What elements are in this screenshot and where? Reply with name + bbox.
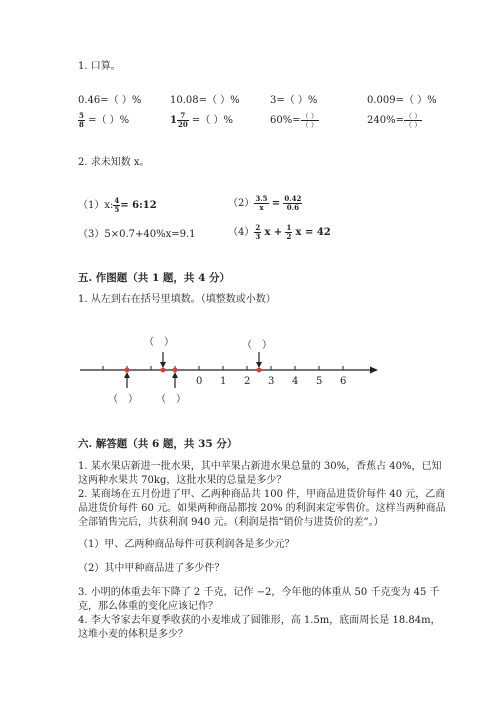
up-arrow-icon: [124, 372, 130, 388]
fraction: $\frac{3.5}{x}$: [255, 194, 268, 212]
s6-q3-text: 3. 小明的体重去年下降了 2 千克，记作 −2，今年他的体重从 50 千克变为 45 千克，那么体重的变化应该记作？: [78, 587, 440, 612]
fraction: $\frac{5}{8}$: [79, 111, 84, 129]
oral-calc-item: 3=（ ）%: [270, 95, 318, 106]
equation-4: （4） $\frac{2}{3}$ x + $\frac{1}{2}$ x = 42: [228, 223, 331, 241]
tick-label-0: 0: [196, 376, 203, 387]
answer-paren-top: （ ）: [144, 337, 174, 348]
s6-q2-text: 2. 某商场在五月份进了甲、乙两种商品共 100 件，甲商品进货价每件 40 元，乙商品进货价每件 60 元。如果两种商品都按 20% 的利润来定零售价。这样当两种商品全部销售完后，共获利润 940 元。（利润是指“销价与进货价的差”。）: [78, 489, 446, 528]
oral-calc-item: 1 $\frac{7}{20}$ =（ ）%: [170, 111, 233, 129]
s6-q2-part1: （1）甲、乙两种商品每件可获利润各是多少元？: [78, 539, 295, 550]
oral-calc-item: 240%= $\frac{( )}{( )}$: [367, 112, 422, 129]
answer-paren-top: （ ）: [242, 340, 272, 351]
fraction: $\frac{1}{2}$: [286, 223, 292, 241]
section-5-heading: 五. 作图题（共 1 题，共 4 分）: [78, 272, 231, 284]
oral-calc-item: 60%= $\frac{( )}{( )}$: [270, 112, 318, 129]
section-6-heading: 六. 解答题（共 6 题，共 35 分）: [78, 438, 238, 450]
s6-q4-text: 4. 李大爷家去年夏季收获的小麦堆成了圆锥形，高 1.5m，底面周长是 18.84m，这堆小麦的体积是多少？: [78, 615, 441, 640]
red-point: [125, 368, 130, 373]
down-arrow-icon: [160, 352, 166, 368]
oral-calc-item: 0.009=（ ）%: [367, 95, 437, 106]
tick-label-1: 1: [220, 376, 227, 387]
fraction: $\frac{0.42}{0.6}$: [284, 194, 302, 212]
fraction: $\frac{4}{5}$: [114, 196, 120, 214]
tick-label-2: 2: [244, 376, 251, 387]
tick-label-4: 4: [292, 376, 299, 387]
answer-paren-bottom: （ ）: [156, 394, 186, 405]
up-arrow-icon: [172, 372, 178, 388]
s6-q1-text: 1. 某水果店新进一批水果，其中苹果占新进水果总量的 30%，香蕉占 40%，已知这两种水果共 70kg，这批水果的总量是多少？: [78, 461, 442, 486]
red-point: [257, 368, 262, 373]
oral-calc-item: $\frac{5}{8}$ =（ ）%: [79, 111, 130, 129]
tick-label-5: 5: [316, 376, 323, 387]
tick-label-3: 3: [268, 376, 275, 387]
ticks: [103, 366, 343, 370]
number-line-arrowhead: [370, 367, 378, 374]
q1-title: 1. 口算。: [78, 61, 121, 72]
number-line: [70, 328, 390, 408]
equation-3: （3）5×0.7+40%x=9.1: [78, 229, 196, 240]
oral-calc-item: 0.46=（ ）%: [78, 95, 142, 106]
equation-1: （1）x: $\frac{4}{5}$ = 6:12: [78, 196, 157, 214]
tick-label-6: 6: [340, 376, 347, 387]
equation-2: （2） $\frac{3.5}{x}$ = $\frac{0.42}{0.6}$: [228, 194, 302, 212]
fraction: $\frac{( )}{( )}$: [301, 112, 318, 129]
red-point: [173, 368, 178, 373]
oral-calc-item: 10.08=（ ）%: [170, 95, 240, 106]
fraction: $\frac{2}{3}$: [255, 223, 261, 241]
s6-q2-part2: （2）其中甲种商品进了多少件？: [78, 563, 225, 574]
answer-paren-bottom: （ ）: [108, 394, 138, 405]
down-arrow-icon: [256, 352, 262, 368]
s5-q1-text: 1. 从左到右在括号里填数。（填整数或小数）: [78, 294, 276, 305]
fraction: $\frac{7}{20}$: [177, 111, 188, 129]
fraction: $\frac{( )}{( )}$: [404, 112, 422, 129]
red-point: [161, 368, 166, 373]
q2-title: 2. 求未知数 x。: [78, 157, 150, 168]
